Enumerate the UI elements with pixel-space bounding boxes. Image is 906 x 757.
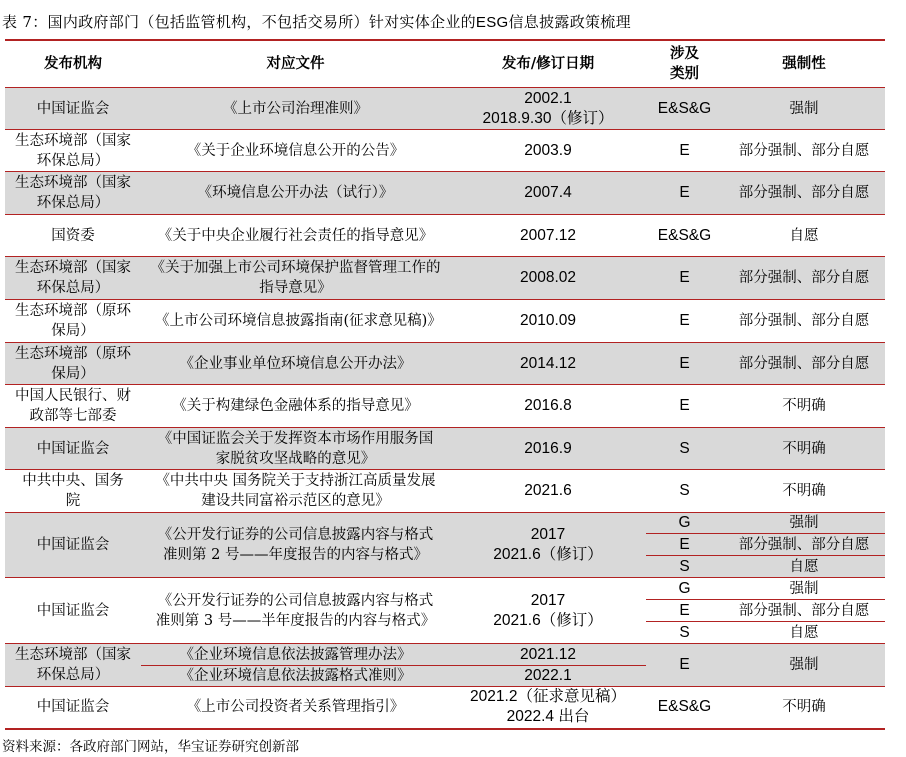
category-cell: S: [646, 470, 723, 513]
mandatory-cell: 部分强制、部分自愿: [723, 172, 885, 215]
table-row: [5, 215, 885, 257]
header-row: [5, 40, 885, 88]
document-cell: 《企业环境信息依法披露管理办法》: [141, 644, 450, 666]
header-mandatory: 强制性: [723, 40, 885, 88]
table-row: [5, 385, 885, 428]
policy-table: [5, 39, 885, 730]
table-row: [5, 300, 885, 343]
mandatory-cell: 自愿: [723, 215, 885, 257]
date-cell: 2007.4: [450, 172, 646, 215]
mandatory-cell: 强制: [723, 88, 885, 130]
document-cell: 《公开发行证券的公司信息披露内容与格式准则第 3 号——半年度报告的内容与格式》: [141, 578, 450, 644]
date-cell: 2007.12: [450, 215, 646, 257]
agency-cell: 中国证监会: [5, 428, 141, 470]
date-cell: 2022.1: [450, 666, 646, 687]
header-agency: 发布机构: [5, 40, 141, 88]
category-cell: E&S&G: [646, 215, 723, 257]
document-cell: 《关于构建绿色金融体系的指导意见》: [141, 385, 450, 428]
document-cell: 《上市公司投资者关系管理指引》: [141, 687, 450, 729]
document-cell: 《环境信息公开办法（试行）》: [141, 172, 450, 215]
date-cell: 2014.12: [450, 343, 646, 385]
mandatory-cell: 部分强制、部分自愿: [723, 130, 885, 172]
table-row: [5, 343, 885, 385]
date-cell: 2002.1 2018.9.30（修订）: [450, 88, 646, 130]
mandatory-cell: 强制: [723, 644, 885, 687]
category-cell: S: [646, 622, 723, 644]
mandatory-cell: 部分强制、部分自愿: [723, 343, 885, 385]
category-cell: S: [646, 556, 723, 578]
mandatory-cell: 强制: [723, 513, 885, 534]
mandatory-cell: 不明确: [723, 687, 885, 729]
mandatory-cell: 部分强制、部分自愿: [723, 300, 885, 343]
agency-cell: 生态环境部（国家环保总局）: [5, 257, 141, 300]
agency-cell: 生态环境部（国家环保总局）: [5, 130, 141, 172]
document-cell: 《关于企业环境信息公开的公告》: [141, 130, 450, 172]
header-category: 涉及类别: [646, 40, 723, 88]
category-cell: G: [646, 513, 723, 534]
table-title: 表 7：国内政府部门（包括监管机构，不包括交易所）针对实体企业的ESG信息披露政策梳理: [2, 13, 631, 31]
date-cell: 2016.9: [450, 428, 646, 470]
category-cell: E: [646, 385, 723, 428]
table-row: [5, 130, 885, 172]
agency-cell: 生态环境部（原环保局）: [5, 300, 141, 343]
date-cell: 2010.09: [450, 300, 646, 343]
category-cell: E: [646, 172, 723, 215]
mandatory-cell: 自愿: [723, 622, 885, 644]
document-cell: 《关于加强上市公司环境保护监督管理工作的指导意见》: [141, 257, 450, 300]
agency-cell: 生态环境部（原环保局）: [5, 343, 141, 385]
table-row: [5, 513, 885, 534]
category-cell: S: [646, 428, 723, 470]
table-row: [5, 644, 885, 666]
date-cell: 2008.02: [450, 257, 646, 300]
document-cell: 《企业环境信息依法披露格式准则》: [141, 666, 450, 687]
agency-cell: 中国证监会: [5, 513, 141, 578]
table-row: [5, 470, 885, 513]
mandatory-cell: 不明确: [723, 385, 885, 428]
agency-cell: 中国证监会: [5, 578, 141, 644]
date-cell: 2021.6: [450, 470, 646, 513]
agency-cell: 生态环境部（国家环保总局）: [5, 172, 141, 215]
agency-cell: 中国证监会: [5, 687, 141, 729]
category-cell: E: [646, 600, 723, 622]
agency-cell: 中国证监会: [5, 88, 141, 130]
date-cell: 2017 2021.6（修订）: [450, 513, 646, 578]
mandatory-cell: 部分强制、部分自愿: [723, 600, 885, 622]
agency-cell: 中共中央、国务院: [5, 470, 141, 513]
document-cell: 《企业事业单位环境信息公开办法》: [141, 343, 450, 385]
category-cell: E: [646, 343, 723, 385]
date-cell: 2017 2021.6（修订）: [450, 578, 646, 644]
date-cell: 2016.8: [450, 385, 646, 428]
document-cell: 《上市公司环境信息披露指南(征求意见稿)》: [141, 300, 450, 343]
category-cell: E: [646, 300, 723, 343]
mandatory-cell: 不明确: [723, 470, 885, 513]
table-row: [5, 578, 885, 600]
category-cell: E: [646, 257, 723, 300]
mandatory-cell: 部分强制、部分自愿: [723, 534, 885, 556]
category-cell: E: [646, 644, 723, 687]
mandatory-cell: 强制: [723, 578, 885, 600]
table-row: [5, 687, 885, 729]
document-cell: 《关于中央企业履行社会责任的指导意见》: [141, 215, 450, 257]
category-cell: E: [646, 130, 723, 172]
table-row: [5, 172, 885, 215]
header-date: 发布/修订日期: [450, 40, 646, 88]
category-cell: E&S&G: [646, 88, 723, 130]
table-row: [5, 428, 885, 470]
header-document: 对应文件: [141, 40, 450, 88]
document-cell: 《中国证监会关于发挥资本市场作用服务国家脱贫攻坚战略的意见》: [141, 428, 450, 470]
date-cell: 2021.12: [450, 644, 646, 666]
date-cell: 2003.9: [450, 130, 646, 172]
document-cell: 《公开发行证券的公司信息披露内容与格式准则第 2 号——年度报告的内容与格式》: [141, 513, 450, 578]
agency-cell: 生态环境部（国家环保总局）: [5, 644, 141, 687]
table-row: [5, 257, 885, 300]
document-cell: 《中共中央 国务院关于支持浙江高质量发展建设共同富裕示范区的意见》: [141, 470, 450, 513]
mandatory-cell: 部分强制、部分自愿: [723, 257, 885, 300]
source-note: 资料来源：各政府部门网站，华宝证券研究创新部: [2, 739, 299, 755]
agency-cell: 国资委: [5, 215, 141, 257]
category-cell: E&S&G: [646, 687, 723, 729]
category-cell: G: [646, 578, 723, 600]
table-row: [5, 88, 885, 130]
document-cell: 《上市公司治理准则》: [141, 88, 450, 130]
category-cell: E: [646, 534, 723, 556]
agency-cell: 中国人民银行、财政部等七部委: [5, 385, 141, 428]
date-cell: 2021.2（征求意见稿） 2022.4 出台: [450, 687, 646, 729]
mandatory-cell: 自愿: [723, 556, 885, 578]
mandatory-cell: 不明确: [723, 428, 885, 470]
